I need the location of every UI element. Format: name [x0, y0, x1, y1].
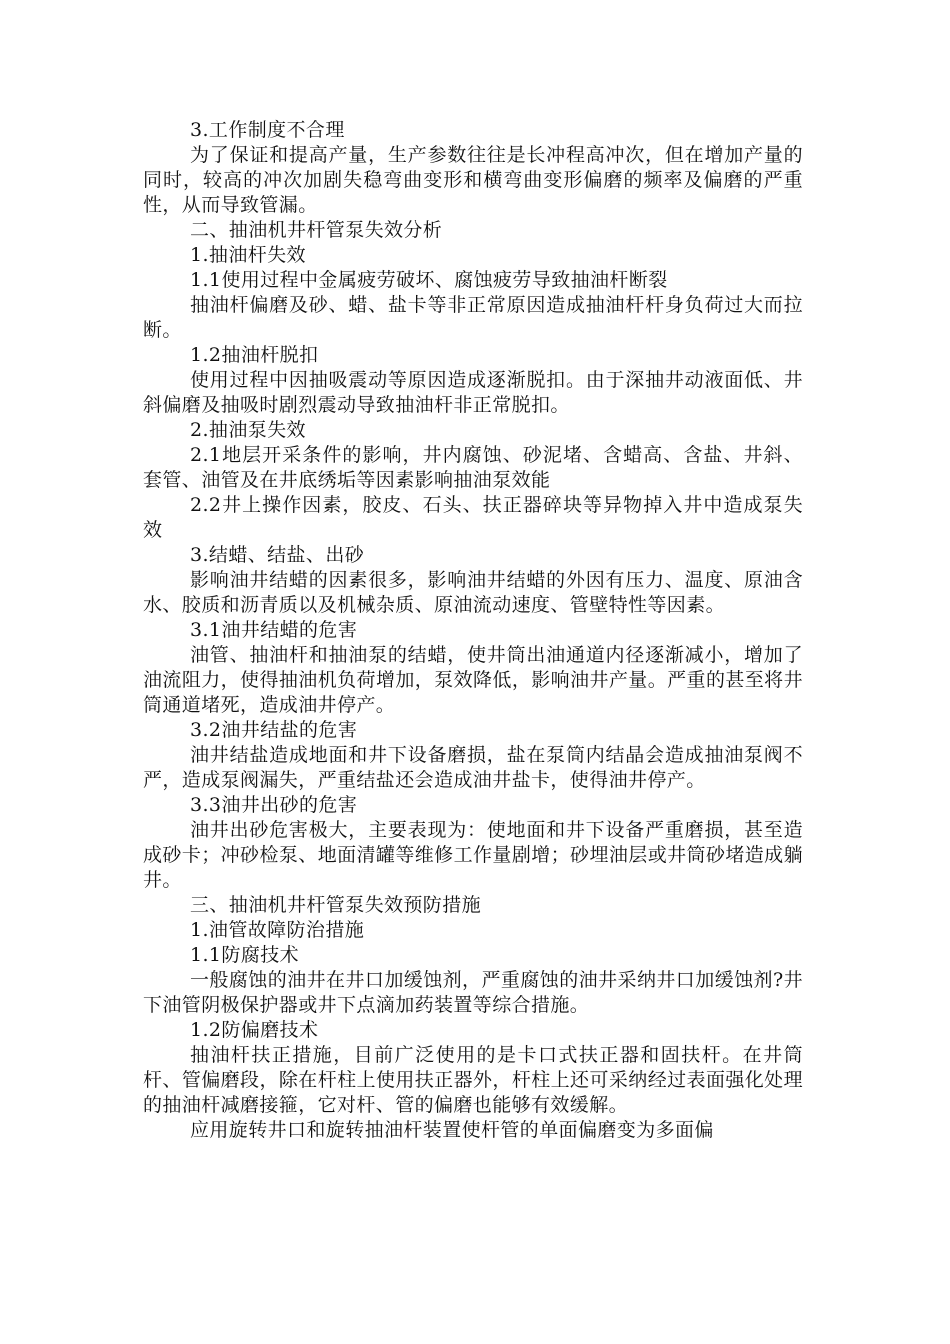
paragraph: 影响油井结蜡的因素很多，影响油井结蜡的外因有压力、温度、原油含水、胶质和沥青质以及机械杂质、原油流动速度、管壁特性等因素。 [143, 569, 803, 616]
paragraph: 油井出砂危害极大，主要表现为：使地面和井下设备严重磨损，甚至造成砂卡；冲砂检泵、地面清罐等维修工作量剧增；砂埋油层或井筒砂堵造成躺井。 [143, 819, 803, 891]
paragraph-heading: 1.1使用过程中金属疲劳破坏、腐蚀疲劳导致抽油杆断裂 [190, 269, 668, 291]
paragraph-heading: 3.2油井结盐的危害 [190, 719, 358, 741]
paragraph-heading: 二、抽油机井杆管泵失效分析 [190, 219, 443, 241]
paragraph: 应用旋转井口和旋转抽油杆装置使杆管的单面偏磨变为多面偏 [190, 1119, 714, 1141]
paragraph-heading: 3.3油井出砂的危害 [190, 794, 358, 816]
paragraph-heading: 1.油管故障防治措施 [190, 919, 365, 941]
paragraph-heading: 1.2抽油杆脱扣 [190, 344, 319, 366]
paragraph: 2.2井上操作因素，胶皮、石头、扶正器碎块等异物掉入井中造成泵失效 [143, 494, 803, 541]
document-body [143, 118, 803, 1143]
paragraph: 2.1地层开采条件的影响，井内腐蚀、砂泥堵、含蜡高、含盐、井斜、套管、油管及在井底绣垢等因素影响抽油泵效能 [143, 444, 803, 491]
paragraph-heading: 三、抽油机井杆管泵失效预防措施 [190, 894, 482, 916]
paragraph-heading: 3.1油井结蜡的危害 [190, 619, 358, 641]
paragraph: 油管、抽油杆和抽油泵的结蜡，使井筒出油通道内径逐渐减小，增加了油流阻力，使得抽油机负荷增加，泵效降低，影响油井产量。严重的甚至将井筒通道堵死，造成油井停产。 [143, 644, 803, 716]
paragraph-heading: 3.结蜡、结盐、出砂 [190, 544, 365, 566]
paragraph: 抽油杆扶正措施，目前广泛使用的是卡口式扶正器和固扶杆。在井筒杆、管偏磨段，除在杆柱上使用扶正器外，杆柱上还可采纳经过表面强化处理的抽油杆减磨接箍，它对杆、管的偏磨也能够有效缓解。 [143, 1044, 803, 1116]
paragraph-heading: 1.2防偏磨技术 [190, 1019, 319, 1041]
paragraph: 抽油杆偏磨及砂、蜡、盐卡等非正常原因造成抽油杆杆身负荷过大而拉断。 [143, 294, 803, 341]
paragraph-heading: 1.抽油杆失效 [190, 244, 306, 266]
paragraph-heading: 2.抽油泵失效 [190, 419, 306, 441]
paragraph: 油井结盐造成地面和井下设备磨损，盐在泵筒内结晶会造成抽油泵阀不严，造成泵阀漏失，严重结盐还会造成油井盐卡，使得油井停产。 [143, 744, 803, 791]
paragraph: 使用过程中因抽吸震动等原因造成逐渐脱扣。由于深抽井动液面低、井斜偏磨及抽吸时剧烈震动导致抽油杆非正常脱扣。 [143, 369, 803, 416]
paragraph: 一般腐蚀的油井在井口加缓蚀剂，严重腐蚀的油井采纳井口加缓蚀剂?井下油管阴极保护器或井下点滴加药装置等综合措施。 [143, 969, 803, 1016]
paragraph-heading: 1.1防腐技术 [190, 944, 300, 966]
paragraph-heading: 3.工作制度不合理 [190, 119, 345, 141]
paragraph: 为了保证和提高产量，生产参数往往是长冲程高冲次，但在增加产量的同时，较高的冲次加剧失稳弯曲变形和横弯曲变形偏磨的频率及偏磨的严重性，从而导致管漏。 [143, 144, 803, 216]
